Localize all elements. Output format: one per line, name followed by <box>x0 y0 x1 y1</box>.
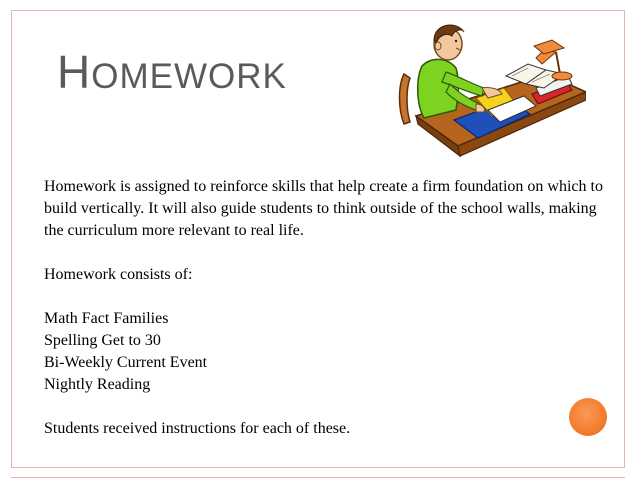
slide-title <box>57 46 287 98</box>
title-rest: OMEWORK <box>91 57 287 96</box>
orange-circle-icon <box>569 398 607 436</box>
title-first-letter: H <box>57 46 92 98</box>
student-studying-at-desk-icon <box>396 14 586 166</box>
homework-item-math: Math Fact Families <box>44 310 169 327</box>
homework-item-reading: Nightly Reading <box>44 376 151 393</box>
slide-bottom-line <box>11 477 625 478</box>
closing-note: Students received instructions for each of these. <box>44 420 351 437</box>
slide-body <box>44 176 604 440</box>
intro-paragraph: Homework is assigned to reinforce skills that help create a firm foundation on which to build vertically. It will also guide students to think outside of the school walls, making the curriculum more relevant to real life. <box>44 178 603 239</box>
homework-item-current-event: Bi-Weekly Current Event <box>44 354 208 371</box>
homework-item-spelling: Spelling Get to 30 <box>44 332 161 349</box>
consists-heading: Homework consists of: <box>44 266 193 283</box>
